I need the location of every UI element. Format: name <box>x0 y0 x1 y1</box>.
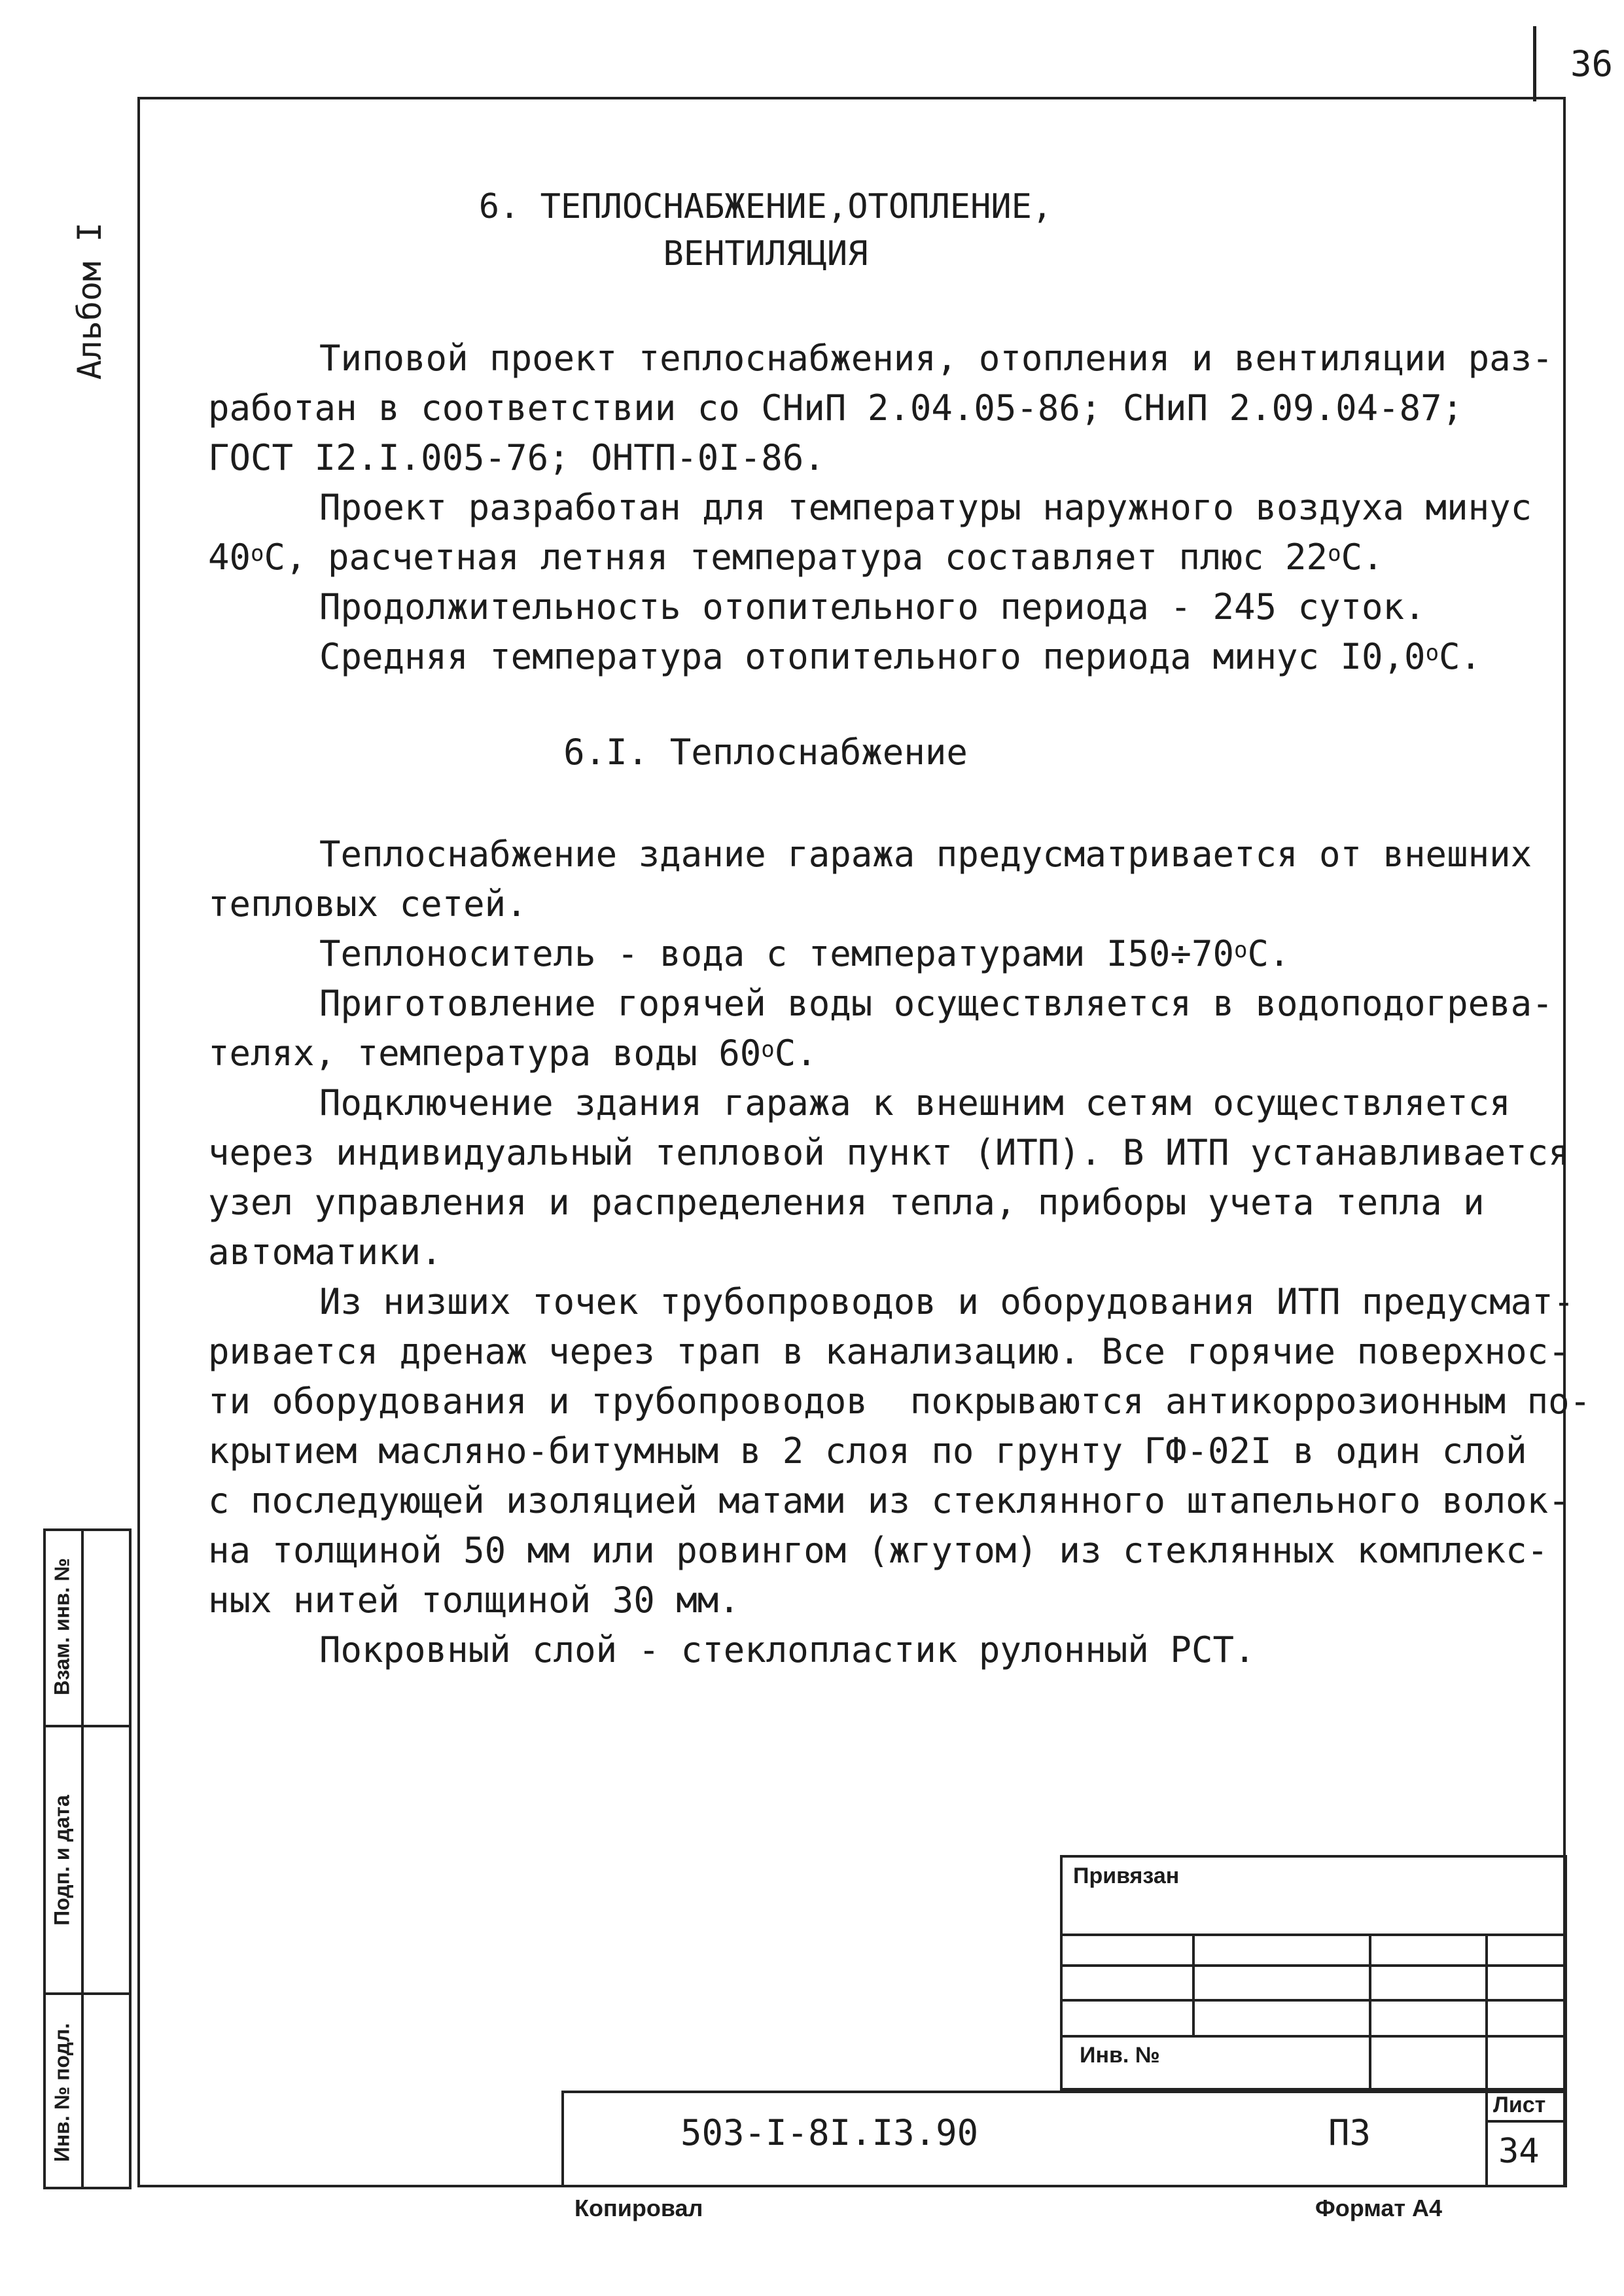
sheet-label: Лист <box>1493 2093 1546 2117</box>
intro-line-1: Типовой проект теплоснабжения, отопления и вентиляции раз- <box>319 338 1553 379</box>
degree-sign: о <box>1233 937 1248 963</box>
stamp-row-line <box>1060 1964 1567 1967</box>
sheet-number: 34 <box>1498 2132 1540 2171</box>
stamp-row-line <box>1060 1934 1567 1936</box>
connection-line-2: через индивидуальный тепловой пункт (ИТП). В ИТП устанавливается <box>208 1132 1570 1173</box>
period-line: Продолжительность отопительного периода - 245 суток. <box>319 586 1426 627</box>
temp-line-1: Проект разработан для температуры наружного воздуха минус <box>319 487 1532 528</box>
stamp-row-line <box>1060 1999 1567 2002</box>
avg-temp-line: Средняя температура отопительного периода минус $I0,0^оС$. <box>319 636 1482 677</box>
intro-line-3: ГОСТ I2.I.005-76; ОНТП-0I-86. <box>208 437 825 478</box>
drainage-line-6: на толщиной 50 мм или ровингом (жгутом) из стеклянных комплекс- <box>208 1530 1549 1571</box>
heat-line-1: Теплоснабжение здание гаража предусматривается от внешних <box>319 834 1532 875</box>
stamp-col-line <box>1369 1934 1371 2091</box>
sheet-col-line <box>1485 2091 1488 2187</box>
section-title-line2: ВЕНТИЛЯЦИЯ <box>663 234 868 274</box>
album-label: Альбом I <box>71 222 109 380</box>
corner-page-number: 36 <box>1570 43 1614 84</box>
temp-line-2: С, расчетная летняя температура составляет плюс 22 <box>264 537 1328 578</box>
stamp-cell-signature-date: Подп. и дата <box>43 1727 84 1992</box>
inv-label: Инв. № <box>1080 2043 1160 2068</box>
document-type: ПЗ <box>1328 2112 1371 2153</box>
stamp-col-line <box>1485 1934 1488 2091</box>
section-title-line1: 6. ТЕПЛОСНАБЖЕНИЕ,ОТОПЛЕНИЕ, <box>478 187 1053 226</box>
drainage-line-2: ривается дренаж через трап в канализацию. Все горячие поверхнос- <box>208 1331 1570 1372</box>
degree-sign: о <box>1328 540 1341 567</box>
stamp-cell-original-inv: Инв. № подл. <box>43 1995 84 2189</box>
sheet-row-line <box>1485 2120 1567 2123</box>
heat-line-2: тепловых сетей. <box>208 883 527 925</box>
connection-line-1: Подключение здания гаража к внешним сетям осуществляется <box>319 1082 1511 1123</box>
degree-sign: о <box>251 540 264 567</box>
format-label: Формат А4 <box>1315 2195 1443 2221</box>
connection-line-3: узел управления и распределения тепла, приборы учета тепла и <box>208 1182 1485 1223</box>
intro-paragraph <box>208 334 1553 483</box>
drainage-line-5: с последующей изоляцией матами из стеклянного штапельного волок- <box>208 1480 1570 1521</box>
connection-line-4: автоматики. <box>208 1231 442 1273</box>
intro-line-2: работан в соответствии со СНиП 2.04.05-86; СНиП 2.09.04-87; <box>208 387 1464 429</box>
corner-mark-line <box>1533 26 1536 101</box>
drainage-line-7: ных нитей толщиной 30 мм. <box>208 1580 740 1621</box>
temp-line-2-end: С. <box>1341 537 1384 578</box>
heat-supply-paragraph <box>208 830 1530 929</box>
copied-label: Копировал <box>574 2195 703 2221</box>
degree-sign: о <box>1425 640 1439 666</box>
document-code: 503-I-8I.I3.90 <box>680 2112 979 2153</box>
drainage-line-4: крытием масляно-битумным в 2 слоя по грунту ГФ-02I в один слой <box>208 1430 1527 1472</box>
bound-label: Привязан <box>1073 1863 1180 1888</box>
temp-value-winter: 40 <box>208 537 251 578</box>
drainage-line-3: ти оборудования и трубопроводов покрываются антикоррозионным по- <box>208 1381 1591 1422</box>
degree-sign: о <box>761 1036 775 1063</box>
drainage-paragraph <box>208 1277 1591 1625</box>
stamp-col-line <box>1192 1934 1195 2035</box>
carrier-line: Теплоноситель - вода с температурами $I50\div 70^оС$. <box>319 933 1290 974</box>
subsection-title: 6.I. Теплоснабжение <box>563 732 968 773</box>
connection-paragraph <box>208 1078 1570 1277</box>
stamp-row-line <box>1060 2035 1567 2038</box>
hot-water-paragraph: Приготовление горячей воды осуществляется в водоподогрева- телях, температура воды $60^оС$. <box>208 983 1553 1074</box>
drainage-line-1: Из низших точек трубопроводов и оборудования ИТП предусмат- <box>319 1281 1575 1322</box>
stamp-cell-replacement-inv: Взам. инв. № <box>43 1528 84 1725</box>
temperature-paragraph <box>208 483 1530 582</box>
cover-layer-line: Покровный слой - стеклопластик рулонный РСТ. <box>319 1629 1256 1670</box>
